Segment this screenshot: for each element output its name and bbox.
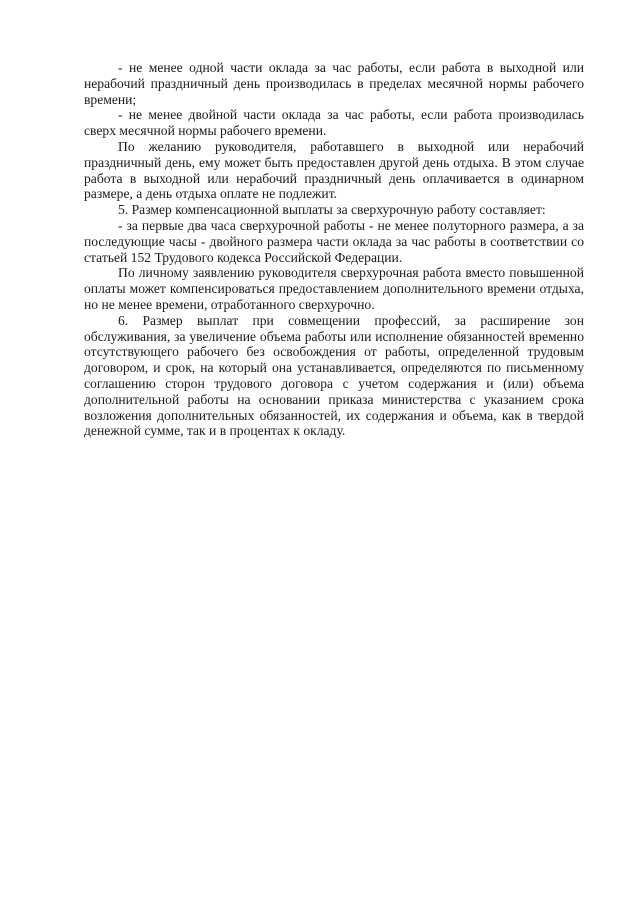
paragraph-overtime-rates: - за первые два часа сверхурочной работы - не менее полуторного размера, а за последующие часы - двойного размера части оклада за час работы в соответствии со статьей 152 Трудового кодекса Российской Федерации. (84, 217, 584, 265)
paragraph-holiday-pay-within-norm: - не менее одной части оклада за час работы, если работа в выходной или нерабочий праздничный день производилась в пределах месячной нормы рабочего времени; (84, 60, 584, 107)
paragraph-day-off-option: По желанию руководителя, работавшего в выходной или нерабочий праздничный день, ему может быть предоставлен другой день отдыха. В этом случае работа в выходной или нерабочий праздничный день оплачивается в одинарном размере, а день отдыха оплате не подлежит. (84, 138, 584, 202)
document-body (84, 60, 584, 439)
paragraph-item-5-heading: 5. Размер компенсационной выплаты за сверхурочную работу составляет: (118, 202, 546, 218)
paragraph-overtime-rest-compensation: По личному заявлению руководителя сверхурочная работа вместо повышенной оплаты может компенсироваться предоставлением дополнительного времени отдыха, но не менее времени, отработанного сверхурочно. (84, 265, 584, 312)
paragraph-item-6-combined-duties: 6. Размер выплат при совмещении профессий, за расширение зон обслуживания, за увеличение объема работы или исполнение обязанностей временно отсутствующего рабочего без освобождения от работы, определенной трудовым договором, и срок, на который она устанавливается, определяются по письменному соглашению сторон трудового договора с учетом содержания и (или) объема дополнительной работы на основании приказа министерства с указанием срока возложения дополнительных обязанностей, их содержания и объема, как в твердой денежной сумме, так и в процентах к окладу. (84, 312, 584, 439)
paragraph-holiday-pay-over-norm: - не менее двойной части оклада за час работы, если работа производилась сверх месячной нормы рабочего времени. (84, 107, 584, 139)
